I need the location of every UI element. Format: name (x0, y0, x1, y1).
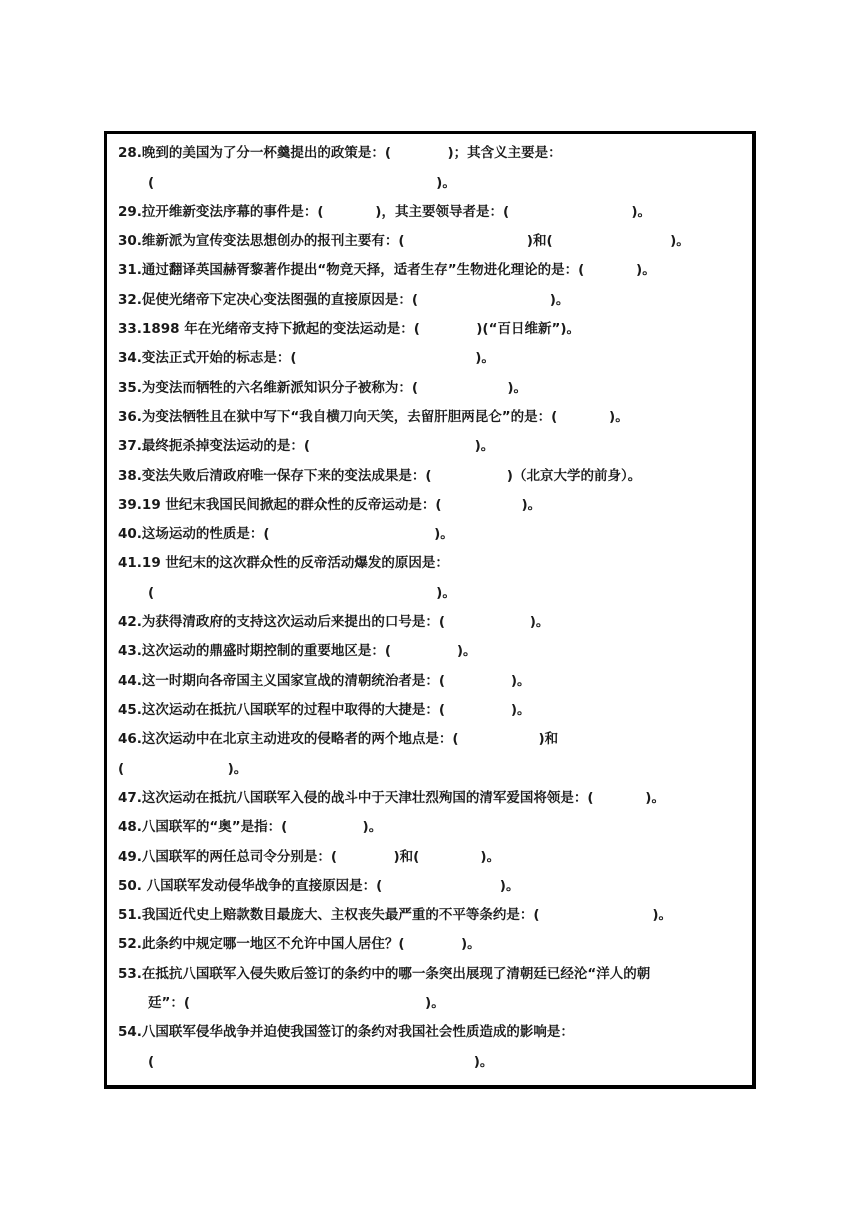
question-text: 我国近代史上赔款数目最庞大、主权丧失最严重的不平等条约是：( )。 (141, 907, 673, 923)
question-number: 46. (118, 731, 142, 747)
question-number: 43. (118, 643, 142, 659)
question-text: 这次运动中在北京主动进攻的侵略者的两个地点是：( )和 (141, 731, 559, 747)
question-number: 33. (118, 321, 142, 337)
question-line (118, 847, 500, 867)
question-number: 48. (118, 819, 142, 835)
question-line (118, 348, 495, 368)
question-text: 为变法而牺牲的六名维新派知识分子被称为：( )。 (141, 380, 528, 396)
question-text: 拉开维新变法序幕的事件是：( )，其主要领导者是：( )。 (141, 204, 651, 220)
question-line (148, 993, 445, 1013)
question-text: 为变法牺牲且在狱中写下“我自横刀向天笑，去留肝胆两昆仑”的是：( )。 (141, 409, 629, 425)
question-line (118, 231, 690, 251)
question-number: 41. (118, 555, 142, 571)
question-text: 最终扼杀掉变法运动的是：( )。 (141, 438, 495, 454)
question-line (148, 173, 456, 193)
question-line (118, 700, 531, 720)
question-text: 八国联军的两任总司令分别是：( )和( )。 (141, 849, 501, 865)
question-text: 这次运动在抵抗八国联军的过程中取得的大捷是：( )。 (141, 702, 531, 718)
question-line (118, 671, 531, 691)
question-line (118, 905, 672, 925)
question-line (118, 759, 247, 779)
question-text: 促使光绪帝下定决心变法图强的直接原因是：( )。 (141, 292, 570, 308)
question-number: 38. (118, 468, 142, 484)
question-line (118, 436, 494, 456)
question-text: 这次运动在抵抗八国联军入侵的战斗中于天津壮烈殉国的清军爱国将领是：( )。 (141, 790, 665, 806)
question-text: 通过翻译英国赫胥黎著作提出“物竞天择，适者生存”生物进化理论的是：( )。 (141, 262, 656, 278)
question-line (118, 1022, 574, 1042)
question-number: 28. (118, 145, 142, 161)
question-text: 八国联军的“奥”是指：( )。 (141, 819, 383, 835)
question-line (148, 1052, 493, 1072)
question-line (118, 934, 481, 954)
question-text: 变法失败后清政府唯一保存下来的变法成果是：( )（北京大学的前身）。 (141, 468, 642, 484)
question-number: 34. (118, 350, 142, 366)
question-line (118, 260, 656, 280)
question-text: ( )。 (148, 175, 456, 191)
question-line (118, 612, 549, 632)
question-line (118, 319, 580, 339)
question-line (118, 495, 541, 515)
question-text: 维新派为宣传变法思想创办的报刊主要有：( )和( )。 (141, 233, 690, 249)
question-text: 八国联军发动侵华战争的直接原因是：( )。 (141, 878, 520, 894)
question-number: 42. (118, 614, 142, 630)
question-text: 此条约中规定哪一地区不允许中国人居住？( )。 (141, 936, 481, 952)
question-line (118, 641, 477, 661)
question-line (118, 407, 629, 427)
question-text: 廷”：( )。 (148, 995, 445, 1011)
question-number: 54. (118, 1024, 142, 1040)
question-number: 50. (118, 878, 142, 894)
question-line (118, 378, 527, 398)
question-number: 47. (118, 790, 142, 806)
question-line (118, 553, 449, 573)
question-line (118, 143, 562, 163)
question-text: 为获得清政府的支持这次运动后来提出的口号是：( )。 (141, 614, 550, 630)
question-number: 29. (118, 204, 142, 220)
question-text: ( )。 (118, 761, 248, 777)
question-text: 19 世纪末的这次群众性的反帝活动爆发的原因是： (141, 555, 449, 571)
question-text: 晚到的美国为了分一杯羹提出的政策是：( )；其含义主要是： (141, 145, 562, 161)
question-text: 19 世纪末我国民间掀起的群众性的反帝运动是：( )。 (141, 497, 542, 513)
question-text: 变法正式开始的标志是：( )。 (141, 350, 495, 366)
question-number: 30. (118, 233, 142, 249)
question-line (148, 583, 456, 603)
question-number: 45. (118, 702, 142, 718)
question-number: 36. (118, 409, 142, 425)
question-number: 52. (118, 936, 142, 952)
question-number: 53. (118, 966, 142, 982)
question-number: 31. (118, 262, 142, 278)
question-line (118, 202, 651, 222)
question-line (118, 290, 569, 310)
question-text: 这一时期向各帝国主义国家宣战的清朝统治者是：( )。 (141, 673, 531, 689)
question-text: 这场运动的性质是：( )。 (141, 526, 454, 542)
question-text: 1898 年在光绪帝支持下掀起的变法运动是：( )(“百日维新”)。 (141, 321, 581, 337)
question-number: 32. (118, 292, 142, 308)
question-line (118, 788, 665, 808)
question-number: 39. (118, 497, 142, 513)
question-number: 35. (118, 380, 142, 396)
question-text: ( )。 (148, 1054, 494, 1070)
question-number: 37. (118, 438, 142, 454)
question-line (118, 729, 558, 749)
question-text: ( )。 (148, 585, 456, 601)
question-line (118, 466, 641, 486)
question-line (118, 964, 650, 984)
question-line (118, 524, 454, 544)
question-number: 49. (118, 849, 142, 865)
question-number: 44. (118, 673, 142, 689)
question-text: 这次运动的鼎盛时期控制的重要地区是：( )。 (141, 643, 477, 659)
question-number: 40. (118, 526, 142, 542)
question-text: 在抵抗八国联军入侵失败后签订的条约中的哪一条突出展现了清朝廷已经沦“洋人的朝 (141, 966, 651, 982)
question-line (118, 817, 382, 837)
question-number: 51. (118, 907, 142, 923)
question-line (118, 876, 519, 896)
question-text: 八国联军侵华战争并迫使我国签订的条约对我国社会性质造成的影响是： (141, 1024, 574, 1040)
